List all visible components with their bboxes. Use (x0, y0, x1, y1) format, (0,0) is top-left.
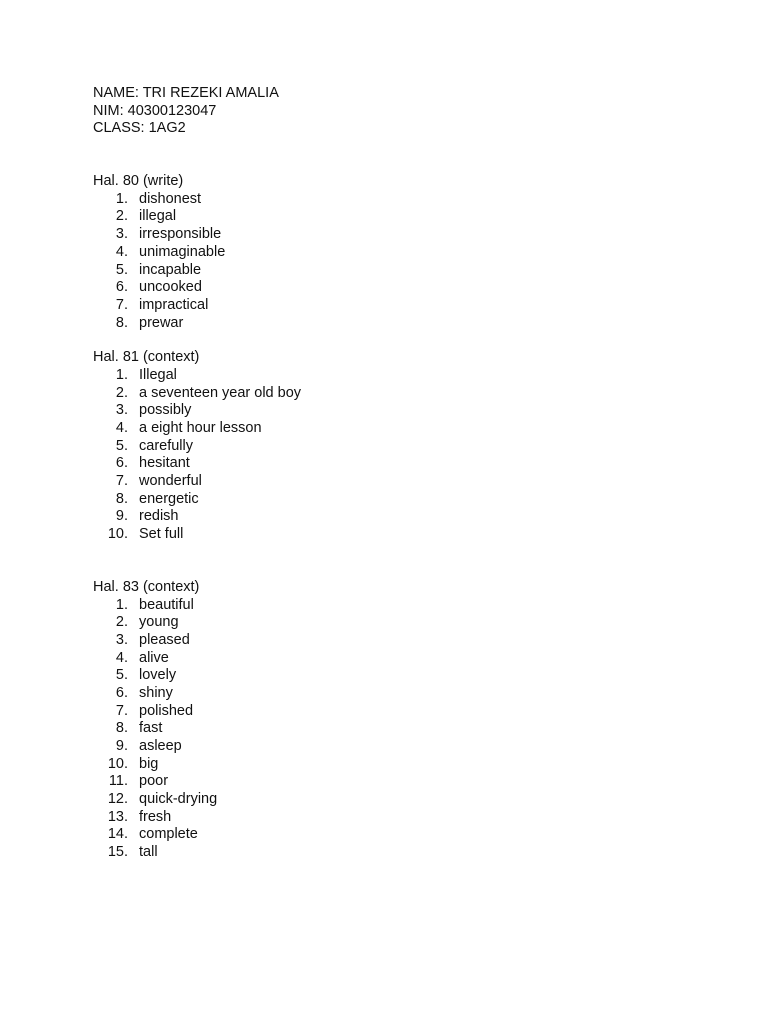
item-answer: tall (139, 844, 158, 861)
item-number: 11. (108, 773, 128, 790)
section-hal-83 (93, 579, 733, 862)
list-item (93, 614, 733, 632)
list-item (93, 315, 733, 333)
answer-list (93, 191, 733, 333)
item-answer: shiny (139, 684, 173, 701)
list-item (93, 738, 733, 756)
item-number: 10. (107, 526, 128, 543)
list-item (93, 685, 733, 703)
item-answer: Illegal (139, 366, 177, 383)
item-answer: carefully (139, 437, 193, 454)
answer-list (93, 367, 733, 544)
list-item (93, 844, 733, 862)
item-answer: beautiful (139, 596, 194, 613)
item-answer: polished (139, 702, 194, 719)
list-item (93, 455, 733, 473)
item-answer: young (139, 614, 179, 631)
item-answer: uncooked (139, 279, 202, 296)
item-answer: alive (139, 649, 169, 666)
item-number: 7. (115, 296, 128, 313)
item-answer: fresh (139, 808, 172, 825)
item-answer: big (139, 755, 159, 772)
item-number: 6. (115, 279, 128, 296)
list-item (93, 191, 733, 209)
answer-list (93, 597, 733, 862)
item-answer: incapable (139, 261, 202, 278)
list-item (93, 597, 733, 615)
item-number: 1. (115, 190, 128, 207)
item-answer: energetic (139, 490, 199, 507)
list-item (93, 367, 733, 385)
list-item (93, 526, 733, 544)
item-answer: Set full (139, 526, 184, 543)
item-answer: wonderful (139, 473, 202, 490)
item-answer: irresponsible (139, 226, 222, 243)
item-answer: illegal (139, 208, 177, 225)
section-title: Hal. 81 (context) (93, 349, 200, 366)
list-item (93, 632, 733, 650)
item-number: 6. (115, 684, 128, 701)
list-item (93, 420, 733, 438)
item-number: 4. (115, 649, 128, 666)
item-number: 2. (115, 614, 128, 631)
item-answer: redish (139, 508, 179, 525)
item-number: 10. (107, 755, 128, 772)
item-answer: complete (139, 826, 198, 843)
item-answer: prewar (139, 314, 184, 331)
item-number: 13. (107, 808, 128, 825)
item-number: 5. (115, 667, 128, 684)
section-title: Hal. 83 (context) (93, 578, 200, 595)
list-item (93, 244, 733, 262)
item-number: 2. (115, 384, 128, 401)
item-number: 7. (115, 702, 128, 719)
item-number: 3. (115, 402, 128, 419)
item-number: 12. (107, 791, 128, 808)
item-number: 3. (115, 226, 128, 243)
item-answer: fast (139, 720, 163, 737)
section-title: Hal. 80 (write) (93, 173, 184, 190)
section-hal-81 (93, 349, 733, 544)
item-answer: asleep (139, 738, 182, 754)
student-name: NAME: TRI REZEKI AMALIA (93, 85, 279, 101)
list-item (93, 491, 733, 509)
item-answer: quick-drying (139, 791, 218, 808)
item-number: 14. (107, 826, 128, 843)
list-item (93, 809, 733, 827)
student-nim: NIM: 40300123047 (93, 102, 217, 119)
item-number: 2. (115, 208, 128, 225)
item-number: 7. (115, 473, 128, 490)
list-item (93, 208, 733, 226)
item-number: 4. (115, 243, 128, 260)
list-item (93, 262, 733, 280)
item-answer: impractical (139, 296, 209, 313)
list-item (93, 385, 733, 403)
item-answer: pleased (139, 631, 190, 648)
list-item (93, 756, 733, 774)
item-number: 15. (107, 844, 128, 861)
list-item (93, 703, 733, 721)
list-item (93, 773, 733, 791)
item-answer: a seventeen year old boy (139, 384, 302, 401)
item-number: 8. (115, 720, 128, 737)
list-item (93, 650, 733, 668)
item-number: 8. (115, 490, 128, 507)
list-item (93, 667, 733, 685)
list-item (93, 826, 733, 844)
item-answer: dishonest (139, 190, 202, 207)
item-number: 3. (115, 631, 128, 648)
item-number: 9. (115, 738, 128, 754)
item-number: 6. (115, 455, 128, 472)
item-number: 1. (115, 596, 128, 613)
item-answer: possibly (139, 402, 192, 419)
list-item (93, 297, 733, 315)
item-number: 4. (115, 420, 128, 436)
list-item (93, 279, 733, 297)
list-item (93, 508, 733, 526)
item-answer: lovely (139, 667, 177, 684)
section-hal-80 (93, 173, 733, 332)
item-answer: hesitant (139, 455, 190, 472)
item-answer: poor (139, 773, 169, 790)
item-number: 1. (115, 366, 128, 383)
list-item (93, 438, 733, 456)
item-number: 5. (115, 261, 128, 278)
list-item (93, 473, 733, 491)
list-item (93, 226, 733, 244)
item-number: 8. (115, 314, 128, 331)
list-item (93, 402, 733, 420)
item-answer: unimaginable (139, 243, 226, 260)
list-item (93, 791, 733, 809)
student-class: CLASS: 1AG2 (93, 120, 186, 137)
item-number: 9. (115, 508, 128, 525)
student-info (93, 85, 733, 138)
item-answer: a eight hour lesson (139, 420, 262, 436)
document-page (93, 85, 733, 862)
item-number: 5. (115, 437, 128, 454)
list-item (93, 720, 733, 738)
